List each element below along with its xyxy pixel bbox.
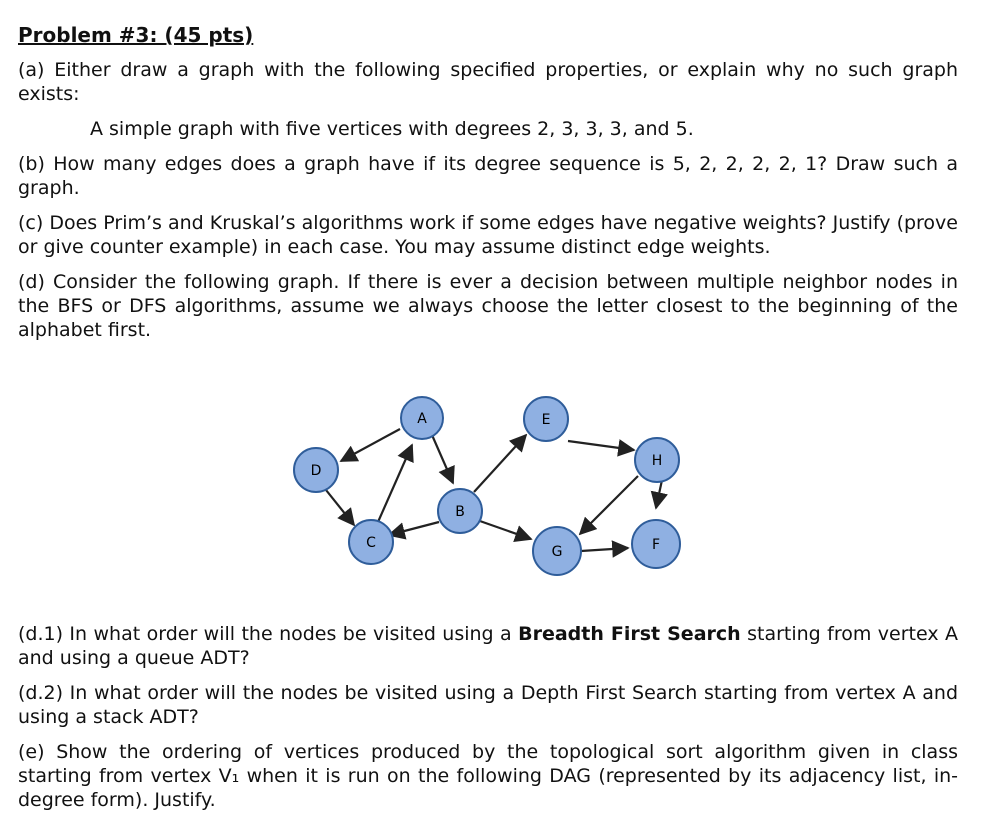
part-d2: (d.2) In what order will the nodes be visited using a Depth First Search starting from vertex A and using a stack ADT?	[18, 682, 958, 728]
node-h	[635, 438, 679, 482]
graph-svg	[0, 375, 981, 595]
directed-graph-figure	[0, 375, 981, 595]
node-c	[349, 520, 393, 564]
edge-b-c	[389, 522, 439, 535]
node-g	[533, 527, 581, 575]
node-g-label: G	[551, 544, 563, 560]
node-a	[401, 397, 443, 439]
node-c-label: C	[366, 535, 376, 551]
problem-subparts	[18, 622, 958, 823]
node-f	[632, 520, 680, 568]
edge-a-d	[341, 429, 400, 461]
part-b: (b) How many edges does a graph have if its degree sequence is 5, 2, 2, 2, 2, 1? Draw such a graph.	[18, 153, 958, 199]
node-a-label: A	[417, 411, 427, 427]
part-a: (a) Either draw a graph with the following specified properties, or explain why no such graph exists:	[18, 59, 958, 105]
node-b	[438, 489, 482, 533]
edge-h-g	[580, 476, 638, 534]
edge-h-f	[656, 480, 662, 508]
node-f-label: F	[651, 537, 661, 553]
part-d1-prefix: (d.1) In what order will the nodes be visited using a	[18, 623, 519, 645]
part-a-subtext: A simple graph with five vertices with degrees 2, 3, 3, 3, and 5.	[90, 118, 694, 140]
part-d1-suffix: starting from vertex A and using a queue ADT?	[18, 623, 958, 669]
edge-b-e	[474, 435, 526, 492]
edge-g-f	[581, 548, 628, 551]
edge-b-g	[477, 520, 531, 539]
node-h-label: H	[651, 453, 663, 469]
edge-c-a	[378, 445, 412, 522]
edge-d-c	[326, 490, 354, 525]
problem-text	[18, 22, 958, 353]
edge-a-b	[432, 435, 453, 483]
part-d1-bold: Breadth First Search	[518, 623, 741, 645]
node-e-label: E	[541, 412, 551, 428]
node-d	[294, 448, 338, 492]
problem-title: Problem #3: (45 pts)	[18, 23, 254, 47]
node-e	[524, 397, 568, 441]
part-d1	[18, 622, 958, 670]
node-d-label: D	[310, 463, 322, 479]
edge-e-h	[568, 441, 634, 450]
part-d: (d) Consider the following graph. If there is ever a decision between multiple neighbor nodes in the BFS or DFS algorithms, assume we always choose the letter closest to the beginning of the alphabet first.	[18, 271, 958, 341]
part-c: (c) Does Prim’s and Kruskal’s algorithms work if some edges have negative weights? Justify (prove or give counter example) in each case. You may assume distinct edge weights.	[18, 212, 958, 258]
part-e: (e) Show the ordering of vertices produced by the topological sort algorithm given in class starting from vertex V₁ when it is run on the following DAG (represented by its adjacency list, in-degree form). Justify.	[18, 741, 958, 811]
node-b-label: B	[455, 504, 465, 520]
